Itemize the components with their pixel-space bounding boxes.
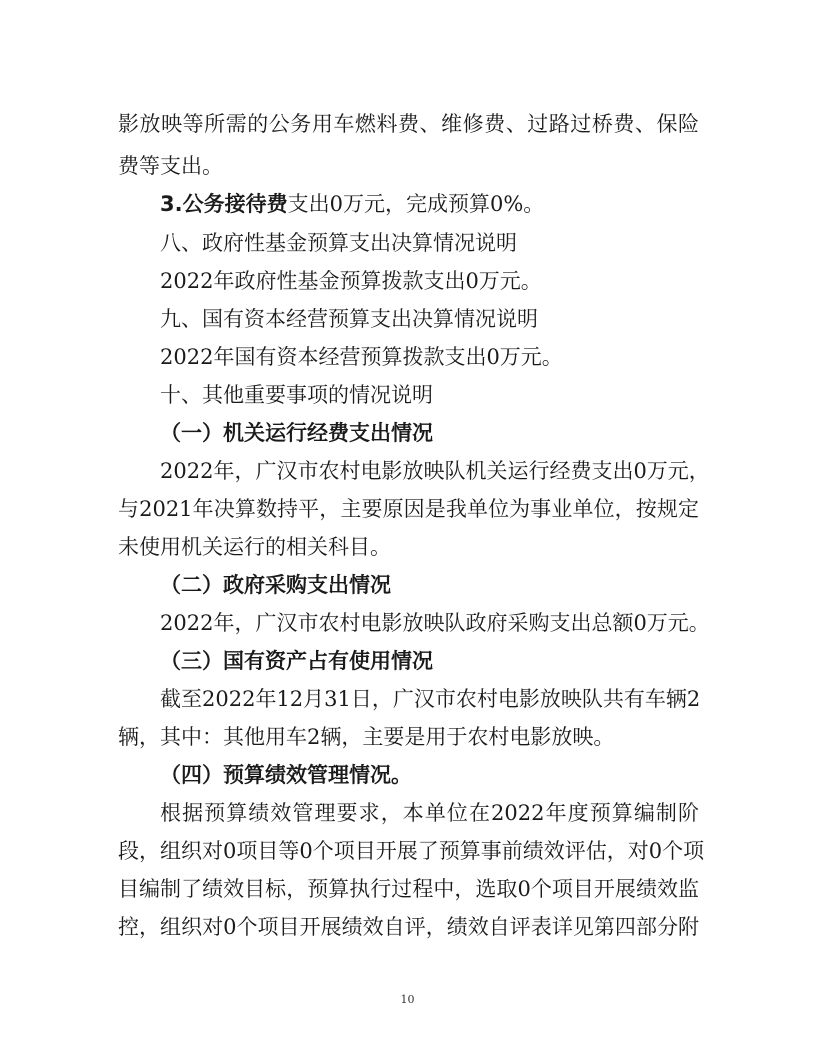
paragraph-line: 2022年政府性基金预算拨款支出0万元。 — [160, 269, 542, 293]
paragraph-line: 与2021年决算数持平，主要原因是我单位为事业单位，按规定 — [118, 497, 699, 521]
subsection-heading: （二）政府采购支出情况 — [160, 573, 391, 597]
subsection-heading: （四）预算绩效管理情况。 — [160, 763, 412, 787]
paragraph-line: 2022年，广汉市农村电影放映队政府采购支出总额0万元。 — [160, 611, 710, 635]
subsection-heading: （一）机关运行经费支出情况 — [160, 421, 433, 445]
subsection-heading: （三）国有资产占有使用情况 — [160, 649, 433, 673]
paragraph-line: 辆，其中：其他用车2辆，主要是用于农村电影放映。 — [118, 725, 615, 749]
paragraph-line: 未使用机关运行的相关科目。 — [118, 535, 391, 559]
paragraph-line: 控，组织对0个项目开展绩效自评，绩效自评表详见第四部分附 — [118, 915, 699, 939]
paragraph-line: 影放映等所需的公务用车燃料费、维修费、过路过桥费、保险 — [118, 112, 699, 136]
bold-lead: 3.公务接待费 — [160, 192, 288, 216]
paragraph-line: 2022年，广汉市农村电影放映队机关运行经费支出0万元， — [160, 459, 710, 483]
page-number: 10 — [400, 993, 415, 1006]
paragraph-line: 费等支出。 — [118, 154, 223, 178]
paragraph-line: 截至2022年12月31日，广汉市农村电影放映队共有车辆2 — [160, 687, 701, 711]
paragraph-line: 目编制了绩效目标，预算执行过程中，选取0个项目开展绩效监 — [118, 877, 699, 901]
paragraph-line: 段，组织对0项目等0个项目开展了预算事前绩效评估，对0个项 — [118, 839, 705, 863]
paragraph-text: 支出0万元，完成预算0%。 — [287, 192, 545, 216]
paragraph-line: 根据预算绩效管理要求，本单位在2022年度预算编制阶 — [160, 801, 699, 825]
section-heading: 九、国有资本经营预算支出决算情况说明 — [160, 307, 538, 331]
section-heading: 十、其他重要事项的情况说明 — [160, 383, 433, 407]
paragraph-line — [160, 190, 544, 218]
paragraph-line: 2022年国有资本经营预算拨款支出0万元。 — [160, 345, 563, 369]
section-heading: 八、政府性基金预算支出决算情况说明 — [160, 231, 517, 255]
